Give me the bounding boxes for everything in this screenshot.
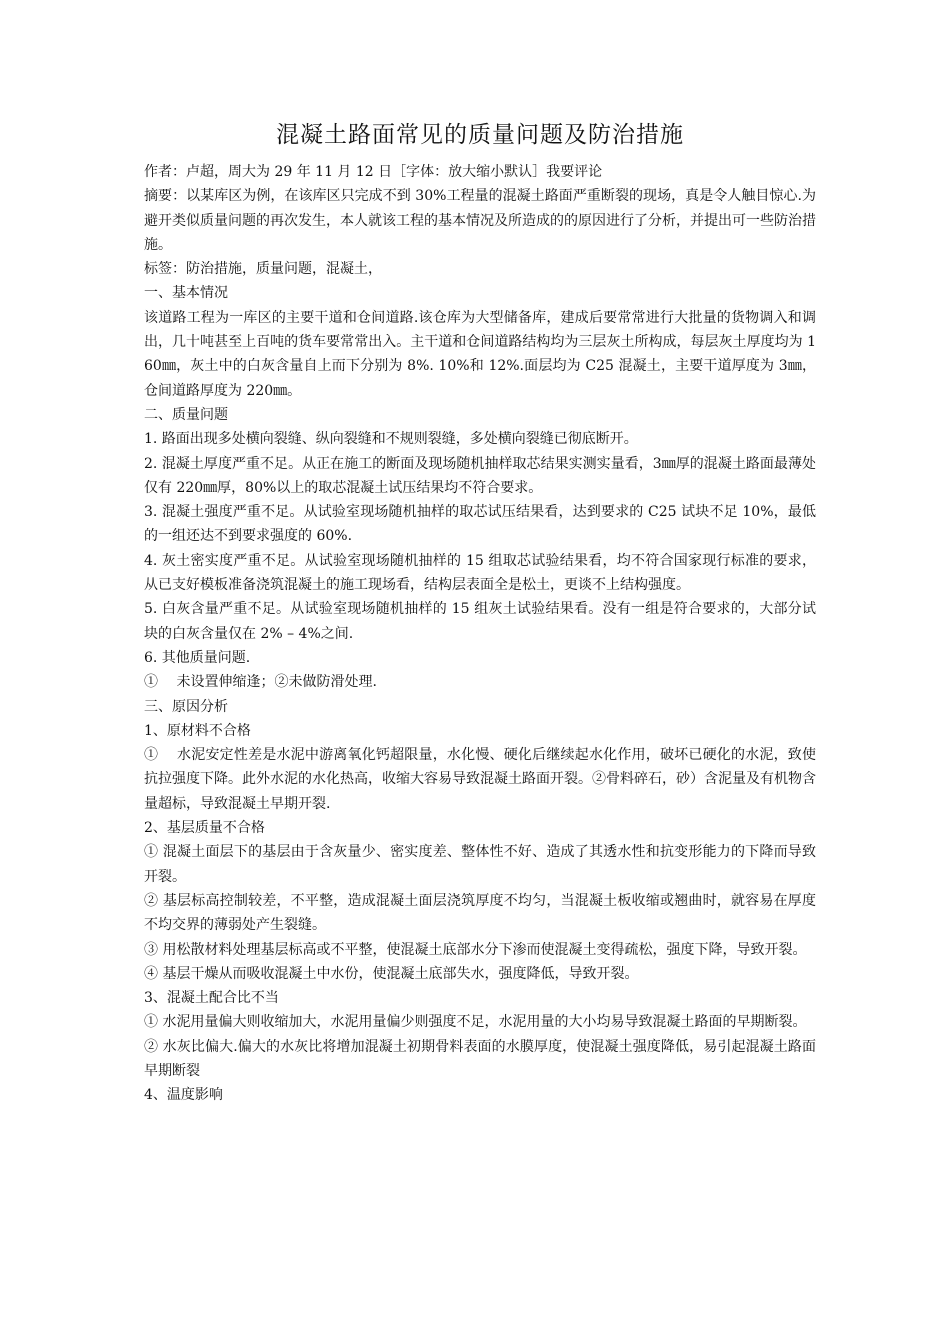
section-heading-basic: 一、基本情况	[144, 285, 228, 302]
materials-paragraph: ① 水泥安定性差是水泥中游离氧化钙超限量，水化慢、硬化后继续起水化作用，破坏已硬化的水泥，致使抗拉强度下降。此外水泥的水化热高，收缩大容易导致混凝土路面开裂。②骨料碎石，砂）含泥量及有机物含量超标，导致混凝土早期开裂.	[144, 747, 816, 812]
base-layer-item-3: ③ 用松散材料处理基层标高或不平整，使混凝土底部水分下渗而使混凝土变得疏松，强度下降，导致开裂。	[144, 941, 807, 958]
subheading-base-layer: 2、基层质量不合格	[144, 820, 265, 837]
quality-item-1: 1. 路面出现多处横向裂缝、纵向裂缝和不规则裂缝，多处横向裂缝已彻底断开。	[144, 431, 638, 448]
subheading-materials: 1、原材料不合格	[144, 722, 251, 739]
tags-line: 标签：防治措施，质量问题，混凝土，	[144, 261, 382, 278]
base-layer-item-4: ④ 基层干燥从而吸收混凝土中水份，使混凝土底部失水，强度降低，导致开裂。	[144, 965, 639, 982]
document-page	[144, 118, 816, 1108]
subheading-temperature: 4、温度影响	[144, 1087, 223, 1104]
basic-info-paragraph: 该道路工程为一库区的主要干道和仓间道路.该仓库为大型储备库，建成后要常常进行大批量的货物调入和调出，几十吨甚至上百吨的货车要常常出入。主干道和仓间道路结构均为三层灰土所构成，每层灰土厚度均为 160㎜，灰土中的白灰含量自上而下分别为 8%. 10%和 12%.面层均为 C25 混凝土，主要干道厚度为 3㎜，仓间道路厚度为 220㎜。	[144, 309, 816, 399]
quality-item-6-detail: ① 未设置伸缩逢；②未做防滑处理.	[144, 674, 377, 691]
quality-item-5: 5. 白灰含量严重不足。从试验室现场随机抽样的 15 组灰土试验结果看。没有一组是符合要求的，大部分试块的白灰含量仅在 2% – 4%之间.	[144, 601, 816, 642]
quality-item-6: 6. 其他质量问题.	[144, 649, 251, 666]
base-layer-item-1: ① 混凝土面层下的基层由于含灰量少、密实度差、整体性不好、造成了其透水性和抗变形能力的下降而导致开裂。	[144, 844, 816, 885]
page-title: 混凝土路面常见的质量问题及防治措施	[276, 122, 684, 148]
base-layer-item-2: ② 基层标高控制较差，不平整，造成混凝土面层浇筑厚度不均匀，当混凝土板收缩或翘曲时，就容易在厚度不均交界的薄弱处产生裂缝。	[144, 892, 816, 934]
section-heading-quality: 二、质量问题	[144, 406, 228, 423]
author-line: 作者：卢超，周大为 29 年 11 月 12 日［字体：放大缩小默认］我要评论	[144, 164, 603, 180]
quality-item-3: 3. 混凝土强度严重不足。从试验室现场随机抽样的取芯试压结果看，达到要求的 C25 试块不足 10%，最低的一组还达不到要求强度的 60%.	[144, 504, 816, 545]
quality-item-4: 4. 灰土密实度严重不足。从试验室现场随机抽样的 15 组取芯试验结果看，均不符合国家现行标准的要求，从已支好模板准备浇筑混凝土的施工现场看，结构层表面全是松土，更谈不上结构强度。	[144, 552, 816, 594]
section-heading-causes: 三、原因分析	[144, 698, 228, 715]
abstract-paragraph: 摘要：以某库区为例，在该库区只完成不到 30%工程量的混凝土路面严重断裂的现场，真是令人触目惊心.为避开类似质量问题的再次发生，本人就该工程的基本情况及所造成的的原因进行了分析，并提出可一些防治措施。	[144, 188, 816, 253]
mix-ratio-item-2: ② 水灰比偏大.偏大的水灰比将增加混凝土初期骨料表面的水膜厚度，使混凝土强度降低，易引起混凝土路面早期断裂	[144, 1038, 816, 1079]
subheading-mix-ratio: 3、混凝土配合比不当	[144, 990, 279, 1007]
mix-ratio-item-1: ① 水泥用量偏大则收缩加大，水泥用量偏少则强度不足，水泥用量的大小均易导致混凝土路面的早期断裂。	[144, 1014, 807, 1031]
quality-item-2: 2. 混凝土厚度严重不足。从正在施工的断面及现场随机抽样取芯结果实测实量看，3㎜厚的混凝土路面最薄处仅有 220㎜厚，80%以上的取芯混凝土试压结果均不符合要求。	[144, 455, 816, 496]
